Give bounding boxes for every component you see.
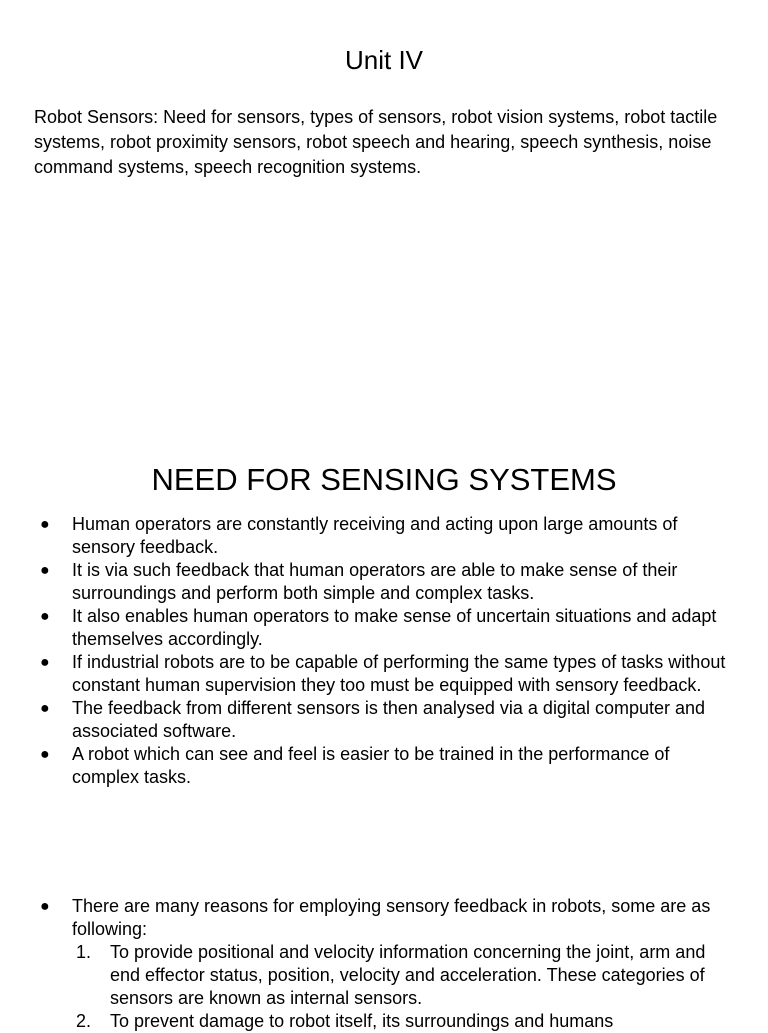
numbered-item-text: To provide positional and velocity information concerning the joint, arm and end effector status, position, velocity and acceleration. These categories of sensors are known as internal sensors. xyxy=(110,942,706,1008)
list-item xyxy=(34,513,734,559)
needs-bullet-list xyxy=(34,513,734,789)
bullet-icon: ● xyxy=(40,746,50,763)
bullet-icon: ● xyxy=(40,700,50,717)
section-heading: NEED FOR SENSING SYSTEMS xyxy=(151,462,617,497)
list-item-text: There are many reasons for employing sensory feedback in robots, some are as following: xyxy=(72,896,711,939)
bullet-icon: ● xyxy=(40,898,50,915)
list-item-text: If industrial robots are to be capable of performing the same types of tasks without constant human supervision they too must be equipped with sensory feedback. xyxy=(72,652,726,695)
list-item-text: The feedback from different sensors is then analysed via a digital computer and associated software. xyxy=(72,698,706,741)
list-item xyxy=(34,605,734,651)
bullet-icon: ● xyxy=(40,516,50,533)
list-item xyxy=(34,895,734,1033)
list-item-text: It is via such feedback that human operators are able to make sense of their surroundings and perform both simple and complex tasks. xyxy=(72,560,678,603)
numbered-item xyxy=(72,941,734,1010)
list-item-text: Human operators are constantly receiving and acting upon large amounts of sensory feedback. xyxy=(72,514,678,557)
reasons-numbered-list xyxy=(72,941,734,1033)
numbered-item-text: To prevent damage to robot itself, its surroundings and humans xyxy=(110,1011,614,1031)
list-item-text: It also enables human operators to make sense of uncertain situations and adapt themselves accordingly. xyxy=(72,606,717,649)
list-item xyxy=(34,743,734,789)
bullet-icon: ● xyxy=(40,654,50,671)
list-item-text: A robot which can see and feel is easier to be trained in the performance of complex tasks. xyxy=(72,744,670,787)
list-item xyxy=(34,559,734,605)
reasons-bullet-list xyxy=(34,895,734,1033)
intro-paragraph: Robot Sensors: Need for sensors, types of sensors, robot vision systems, robot tactile systems, robot proximity sensors, robot speech and hearing, speech synthesis, noise command systems, speech recognition systems. xyxy=(34,107,718,177)
item-number: 2. xyxy=(76,1011,92,1031)
numbered-item xyxy=(72,1010,734,1033)
list-item xyxy=(34,697,734,743)
item-number: 1. xyxy=(76,942,92,962)
unit-title: Unit IV xyxy=(344,45,424,75)
bullet-icon: ● xyxy=(40,562,50,579)
bullet-icon: ● xyxy=(40,608,50,625)
list-item xyxy=(34,651,734,697)
